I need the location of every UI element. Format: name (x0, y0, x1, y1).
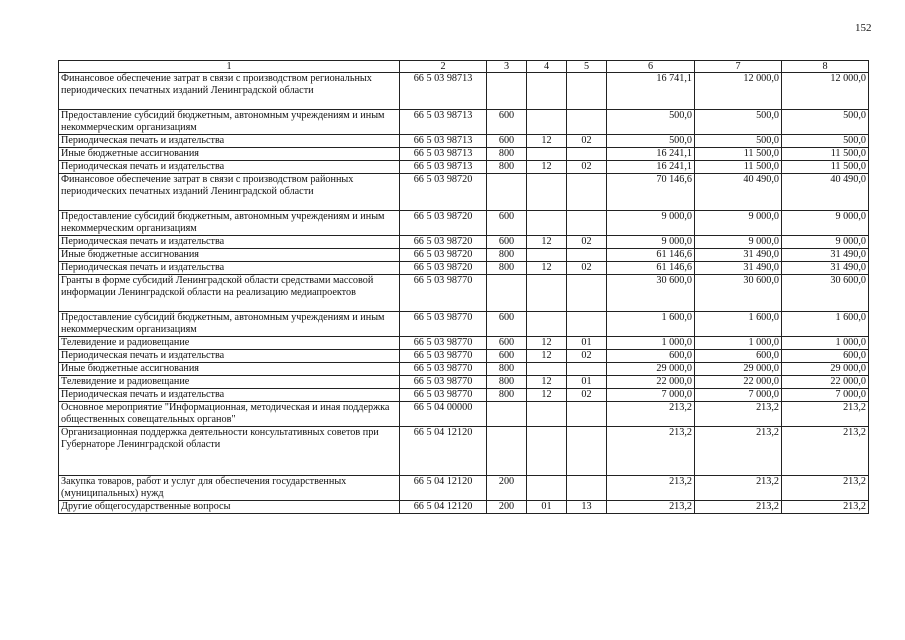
row-amount-col6: 213,2 (607, 427, 695, 476)
row-code: 66 5 03 98720 (400, 174, 487, 211)
header-cell-5: 5 (567, 61, 607, 73)
row-subsection (567, 427, 607, 476)
table-row (59, 389, 869, 402)
row-amount-col7: 213,2 (695, 427, 782, 476)
row-amount-col7: 22 000,0 (695, 376, 782, 389)
row-amount-col7: 29 000,0 (695, 363, 782, 376)
row-amount-col8: 9 000,0 (782, 236, 869, 249)
row-amount-col6: 213,2 (607, 501, 695, 514)
row-amount-col7: 9 000,0 (695, 211, 782, 236)
row-amount-col7: 213,2 (695, 501, 782, 514)
row-code: 66 5 03 98720 (400, 236, 487, 249)
row-amount-col8: 11 500,0 (782, 148, 869, 161)
row-amount-col6: 61 146,6 (607, 262, 695, 275)
row-code: 66 5 03 98713 (400, 148, 487, 161)
row-amount-col7: 11 500,0 (695, 148, 782, 161)
row-amount-col6: 1 000,0 (607, 337, 695, 350)
row-name: Финансовое обеспечение затрат в связи с производством районных периодических печатных изданий Ленинградской области (59, 174, 400, 211)
row-amount-col6: 500,0 (607, 110, 695, 135)
row-amount-col8: 213,2 (782, 427, 869, 476)
row-amount-col8: 29 000,0 (782, 363, 869, 376)
table-row (59, 501, 869, 514)
header-cell-6: 6 (607, 61, 695, 73)
row-amount-col6: 16 741,1 (607, 73, 695, 110)
row-section: 12 (527, 236, 567, 249)
row-subsection (567, 476, 607, 501)
row-code: 66 5 03 98713 (400, 161, 487, 174)
row-amount-col7: 1 000,0 (695, 337, 782, 350)
table-row (59, 312, 869, 337)
row-amount-col7: 31 490,0 (695, 262, 782, 275)
row-subsection (567, 275, 607, 312)
row-amount-col8: 30 600,0 (782, 275, 869, 312)
budget-table (58, 60, 869, 514)
table-row (59, 174, 869, 211)
header-cell-7: 7 (695, 61, 782, 73)
row-amount-col6: 7 000,0 (607, 389, 695, 402)
row-name: Периодическая печать и издательства (59, 236, 400, 249)
row-name: Периодическая печать и издательства (59, 161, 400, 174)
header-cell-1: 1 (59, 61, 400, 73)
row-code: 66 5 04 00000 (400, 402, 487, 427)
row-section (527, 427, 567, 476)
row-amount-col7: 500,0 (695, 135, 782, 148)
row-subsection (567, 312, 607, 337)
row-code: 66 5 03 98770 (400, 337, 487, 350)
row-subsection (567, 402, 607, 427)
row-section (527, 174, 567, 211)
table-row (59, 148, 869, 161)
row-code: 66 5 03 98770 (400, 350, 487, 363)
row-expense-type: 800 (487, 363, 527, 376)
row-code: 66 5 04 12120 (400, 501, 487, 514)
row-amount-col8: 1 000,0 (782, 337, 869, 350)
row-name: Периодическая печать и издательства (59, 262, 400, 275)
row-name: Предоставление субсидий бюджетным, автономным учреждениям и иным некоммерческим организациям (59, 312, 400, 337)
row-amount-col8: 600,0 (782, 350, 869, 363)
row-amount-col7: 500,0 (695, 110, 782, 135)
table-row (59, 402, 869, 427)
row-amount-col8: 500,0 (782, 135, 869, 148)
row-subsection: 02 (567, 236, 607, 249)
row-subsection (567, 211, 607, 236)
header-row (59, 61, 869, 73)
row-expense-type (487, 275, 527, 312)
row-amount-col6: 500,0 (607, 135, 695, 148)
row-section: 12 (527, 350, 567, 363)
table-row (59, 275, 869, 312)
row-name: Иные бюджетные ассигнования (59, 249, 400, 262)
row-amount-col7: 600,0 (695, 350, 782, 363)
row-amount-col8: 12 000,0 (782, 73, 869, 110)
row-subsection: 01 (567, 376, 607, 389)
row-name: Иные бюджетные ассигнования (59, 363, 400, 376)
table-row (59, 376, 869, 389)
row-expense-type: 600 (487, 236, 527, 249)
table-row (59, 262, 869, 275)
row-expense-type (487, 73, 527, 110)
row-amount-col7: 31 490,0 (695, 249, 782, 262)
row-subsection (567, 363, 607, 376)
row-amount-col6: 213,2 (607, 402, 695, 427)
row-name: Периодическая печать и издательства (59, 135, 400, 148)
row-expense-type: 800 (487, 389, 527, 402)
row-section (527, 275, 567, 312)
row-expense-type: 800 (487, 376, 527, 389)
row-expense-type: 600 (487, 211, 527, 236)
row-section (527, 312, 567, 337)
row-name: Основное мероприятие "Информационная, методическая и иная поддержка общественных совещательных органов" (59, 402, 400, 427)
row-amount-col8: 7 000,0 (782, 389, 869, 402)
row-expense-type: 600 (487, 350, 527, 363)
row-section (527, 211, 567, 236)
row-section (527, 110, 567, 135)
row-expense-type: 200 (487, 476, 527, 501)
row-code: 66 5 03 98713 (400, 135, 487, 148)
row-amount-col7: 1 600,0 (695, 312, 782, 337)
row-amount-col7: 12 000,0 (695, 73, 782, 110)
row-subsection (567, 148, 607, 161)
row-code: 66 5 03 98770 (400, 312, 487, 337)
row-section (527, 363, 567, 376)
row-name: Другие общегосударственные вопросы (59, 501, 400, 514)
table-row (59, 337, 869, 350)
row-amount-col6: 9 000,0 (607, 211, 695, 236)
page-number: 152 (855, 22, 872, 34)
row-name: Предоставление субсидий бюджетным, автономным учреждениям и иным некоммерческим организациям (59, 110, 400, 135)
row-subsection: 02 (567, 161, 607, 174)
row-amount-col6: 61 146,6 (607, 249, 695, 262)
row-amount-col7: 213,2 (695, 476, 782, 501)
row-amount-col8: 22 000,0 (782, 376, 869, 389)
row-expense-type: 800 (487, 148, 527, 161)
row-amount-col8: 9 000,0 (782, 211, 869, 236)
header-cell-3: 3 (487, 61, 527, 73)
row-amount-col6: 22 000,0 (607, 376, 695, 389)
row-expense-type: 600 (487, 135, 527, 148)
row-amount-col8: 1 600,0 (782, 312, 869, 337)
row-amount-col8: 213,2 (782, 501, 869, 514)
row-code: 66 5 03 98713 (400, 73, 487, 110)
row-code: 66 5 04 12120 (400, 427, 487, 476)
row-expense-type: 800 (487, 262, 527, 275)
row-section (527, 402, 567, 427)
row-subsection: 02 (567, 389, 607, 402)
row-name: Иные бюджетные ассигнования (59, 148, 400, 161)
row-amount-col8: 213,2 (782, 476, 869, 501)
row-section: 12 (527, 337, 567, 350)
row-code: 66 5 04 12120 (400, 476, 487, 501)
row-amount-col7: 7 000,0 (695, 389, 782, 402)
header-cell-4: 4 (527, 61, 567, 73)
row-section: 12 (527, 161, 567, 174)
row-expense-type (487, 174, 527, 211)
row-expense-type (487, 402, 527, 427)
row-name: Предоставление субсидий бюджетным, автономным учреждениям и иным некоммерческим организациям (59, 211, 400, 236)
row-amount-col7: 30 600,0 (695, 275, 782, 312)
row-subsection: 01 (567, 337, 607, 350)
row-name: Телевидение и радиовещание (59, 337, 400, 350)
row-section (527, 249, 567, 262)
row-amount-col6: 600,0 (607, 350, 695, 363)
row-subsection: 13 (567, 501, 607, 514)
row-amount-col6: 16 241,1 (607, 161, 695, 174)
row-amount-col7: 40 490,0 (695, 174, 782, 211)
row-subsection (567, 73, 607, 110)
row-expense-type: 600 (487, 337, 527, 350)
table-row (59, 427, 869, 476)
row-section: 12 (527, 262, 567, 275)
table-row (59, 110, 869, 135)
row-code: 66 5 03 98720 (400, 249, 487, 262)
row-amount-col6: 16 241,1 (607, 148, 695, 161)
table-row (59, 161, 869, 174)
row-amount-col6: 213,2 (607, 476, 695, 501)
row-name: Закупка товаров, работ и услуг для обеспечения государственных (муниципальных) нужд (59, 476, 400, 501)
table-row (59, 249, 869, 262)
row-code: 66 5 03 98720 (400, 211, 487, 236)
row-amount-col6: 70 146,6 (607, 174, 695, 211)
row-amount-col6: 1 600,0 (607, 312, 695, 337)
row-name: Периодическая печать и издательства (59, 389, 400, 402)
row-expense-type (487, 427, 527, 476)
row-name: Телевидение и радиовещание (59, 376, 400, 389)
table-row (59, 135, 869, 148)
header-cell-2: 2 (400, 61, 487, 73)
row-name: Организационная поддержка деятельности консультативных советов при Губернаторе Ленинградской области (59, 427, 400, 476)
row-amount-col8: 11 500,0 (782, 161, 869, 174)
row-section (527, 148, 567, 161)
row-expense-type: 600 (487, 312, 527, 337)
row-amount-col7: 11 500,0 (695, 161, 782, 174)
row-subsection (567, 174, 607, 211)
row-amount-col7: 9 000,0 (695, 236, 782, 249)
row-subsection: 02 (567, 262, 607, 275)
row-name: Периодическая печать и издательства (59, 350, 400, 363)
row-name: Финансовое обеспечение затрат в связи с производством региональных периодических печатных изданий Ленинградской области (59, 73, 400, 110)
table-row (59, 476, 869, 501)
row-section (527, 73, 567, 110)
row-expense-type: 200 (487, 501, 527, 514)
row-subsection: 02 (567, 135, 607, 148)
row-subsection: 02 (567, 350, 607, 363)
row-subsection (567, 249, 607, 262)
row-code: 66 5 03 98770 (400, 389, 487, 402)
table-row (59, 363, 869, 376)
row-amount-col6: 29 000,0 (607, 363, 695, 376)
table-row (59, 211, 869, 236)
row-code: 66 5 03 98770 (400, 376, 487, 389)
table-row (59, 350, 869, 363)
row-section: 12 (527, 376, 567, 389)
row-section: 01 (527, 501, 567, 514)
header-cell-8: 8 (782, 61, 869, 73)
row-code: 66 5 03 98720 (400, 262, 487, 275)
row-section: 12 (527, 389, 567, 402)
row-code: 66 5 03 98713 (400, 110, 487, 135)
row-section: 12 (527, 135, 567, 148)
row-code: 66 5 03 98770 (400, 363, 487, 376)
row-amount-col8: 40 490,0 (782, 174, 869, 211)
row-amount-col8: 500,0 (782, 110, 869, 135)
row-expense-type: 800 (487, 161, 527, 174)
row-expense-type: 600 (487, 110, 527, 135)
row-amount-col6: 30 600,0 (607, 275, 695, 312)
row-amount-col8: 31 490,0 (782, 262, 869, 275)
row-code: 66 5 03 98770 (400, 275, 487, 312)
row-amount-col7: 213,2 (695, 402, 782, 427)
table-row (59, 236, 869, 249)
row-subsection (567, 110, 607, 135)
row-amount-col6: 9 000,0 (607, 236, 695, 249)
row-section (527, 476, 567, 501)
row-amount-col8: 213,2 (782, 402, 869, 427)
row-expense-type: 800 (487, 249, 527, 262)
row-amount-col8: 31 490,0 (782, 249, 869, 262)
row-name: Гранты в форме субсидий Ленинградской области средствами массовой информации Ленинградской области на реализацию медиапроектов (59, 275, 400, 312)
table-row (59, 73, 869, 110)
